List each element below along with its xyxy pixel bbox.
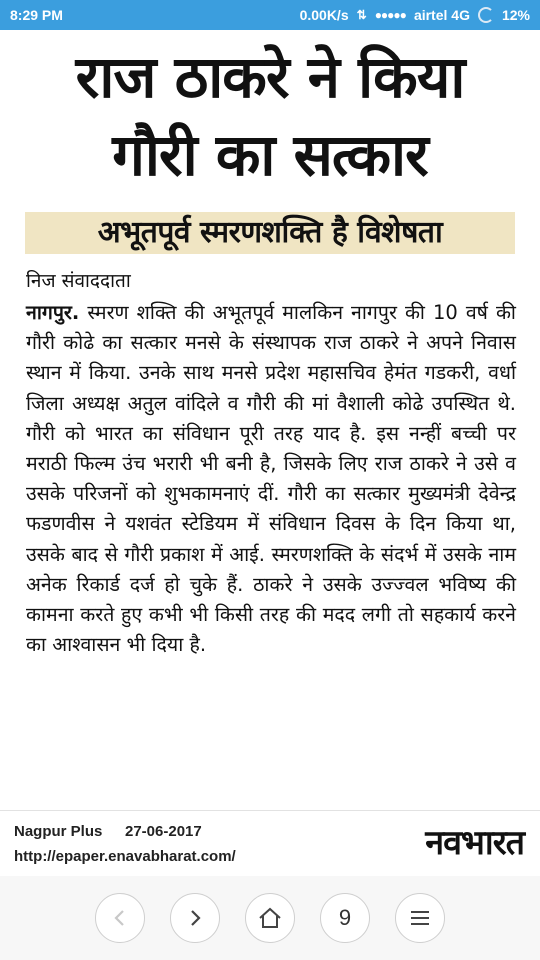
- byline: निज संवाददाता: [26, 270, 131, 292]
- edition-name: Nagpur Plus: [14, 823, 103, 840]
- status-bar: [0, 0, 540, 30]
- signal-strength-icon: ●●●●●: [374, 8, 406, 22]
- carrier-name: airtel 4G: [413, 7, 470, 23]
- home-button[interactable]: [245, 893, 295, 943]
- chevron-left-icon: [110, 908, 130, 928]
- status-right-group: [300, 7, 530, 23]
- navbharat-logo: नवभारत: [425, 823, 524, 863]
- forward-button[interactable]: [170, 893, 220, 943]
- source-url: http://epaper.enavabharat.com/: [14, 848, 236, 865]
- chevron-right-icon: [185, 908, 205, 928]
- article-body: [26, 298, 516, 660]
- news-clipping: [0, 30, 540, 810]
- battery-level: 12%: [501, 7, 530, 23]
- headline-line-2: गौरी का सत्कार: [112, 121, 428, 189]
- article-body-text: स्मरण शक्ति की अभूतपूर्व मालकिन नागपुर की 10 वर्ष की गौरी कोढे का सत्कार मनसे के संस्थापक राज ठाकरे ने अपने निवास स्थान में किया. उनके साथ मनसे प्रदेश महासचिव हेमंत गडकरी, वर्धा जिला अध्यक्ष अतुल वांदिले व गौरी की मां वैशाली कोढे उपस्थित थे. गौरी को भारत का संविधान पूरी तरह याद है. इस नन्हीं बच्ची पर मराठी फिल्म उंच भरारी भी बनी है, जिसके लिए राज ठाकरे ने उसे व उसके परिजनों को शुभकामनाएं दीं. गौरी का सत्कार मुख्यमंत्री देवेन्द्र फडणवीस ने यशवंत स्टेडियम में संविधान दिवस के दिन किया था, उसके बाद से गौरी प्रकाश में आई. स्मरणशक्ति के संदर्भ में उसके नाम अनेक रिकार्ड दर्ज हो चुके हैं. ठाकरे ने उसके उज्ज्वल भविष्य की कामना करते हुए कभी भी किसी तरह की मदद लगी तो सहकार्य करने का आश्वासन भी दिया है.: [26, 301, 516, 657]
- menu-button[interactable]: [395, 893, 445, 943]
- subheadline: अभूतपूर्व स्मरणशक्ति है विशेषता: [25, 212, 515, 254]
- source-info: [0, 810, 540, 876]
- battery-ring-icon: [478, 7, 494, 23]
- headline-line-1: राज ठाकरे ने किया: [75, 43, 465, 111]
- data-transfer-icon: ⇅: [356, 8, 367, 22]
- edition-date: 27-06-2017: [125, 823, 202, 840]
- home-icon: [258, 907, 282, 929]
- network-speed: 0.00K/s: [299, 7, 349, 23]
- status-time: 8:29 PM: [10, 7, 63, 23]
- tabs-button[interactable]: [320, 893, 370, 943]
- hamburger-menu-icon: [409, 909, 431, 927]
- back-button[interactable]: [95, 893, 145, 943]
- bottom-navigation: [0, 876, 540, 960]
- tabs-count: 9: [338, 905, 352, 930]
- dateline: नागपुर.: [26, 301, 80, 324]
